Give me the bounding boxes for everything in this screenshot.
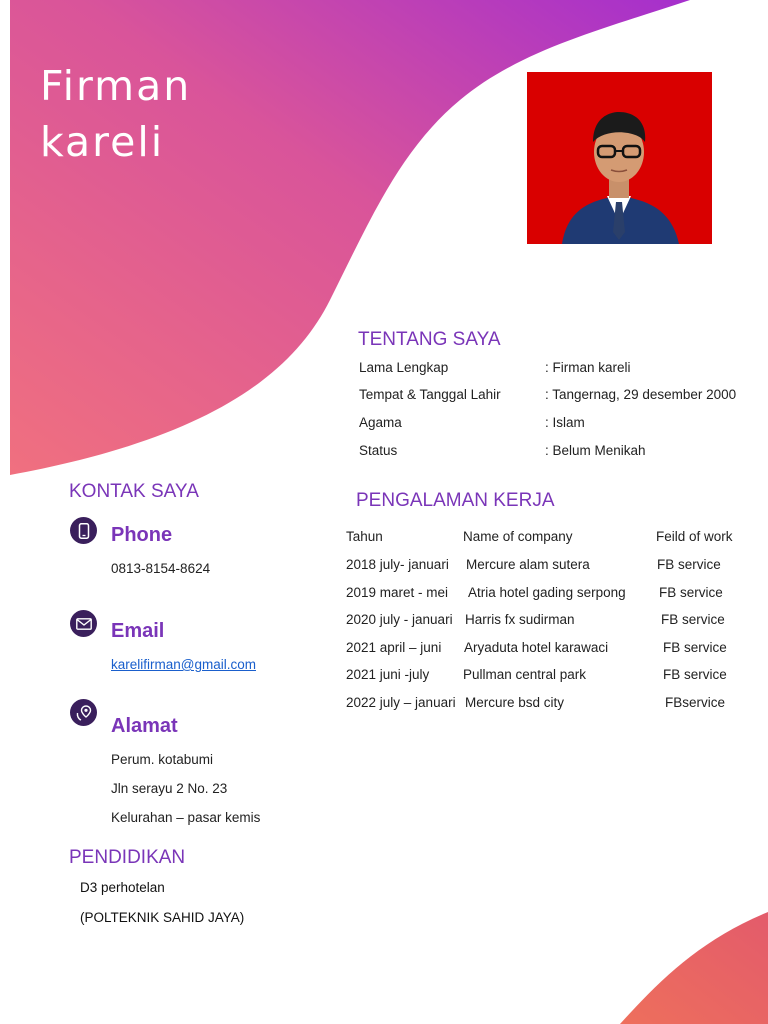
envelope-icon	[70, 610, 97, 637]
header-company: Name of company	[463, 529, 573, 544]
experience-row	[346, 585, 756, 603]
exp-year: 2022 july – januari	[346, 695, 456, 710]
first-name: Firman	[40, 62, 192, 110]
education-line: (POLTEKNIK SAHID JAYA)	[80, 910, 245, 925]
about-value: : Islam	[545, 415, 585, 430]
email-address[interactable]	[111, 657, 256, 672]
exp-company: Mercure alam sutera	[466, 557, 590, 572]
exp-company: Aryaduta hotel karawaci	[464, 640, 609, 655]
exp-field: FB service	[663, 667, 727, 682]
exp-company: Harris fx sudirman	[465, 612, 575, 627]
experience-header-row	[346, 529, 756, 547]
experience-row	[346, 612, 756, 630]
experience-row	[346, 640, 756, 658]
address-line: Jln serayu 2 No. 23	[111, 781, 228, 796]
about-key: Tempat & Tanggal Lahir	[359, 387, 501, 402]
exp-company: Pullman central park	[463, 667, 587, 682]
exp-company: Atria hotel gading serpong	[468, 585, 626, 600]
exp-year: 2019 maret - mei	[346, 585, 449, 600]
exp-field: FB service	[659, 585, 723, 600]
exp-field: FBservice	[665, 695, 726, 710]
about-key: Lama Lengkap	[359, 360, 449, 375]
about-key: Agama	[359, 415, 402, 430]
experience-row	[346, 667, 756, 685]
experience-title: PENGALAMAN KERJA	[356, 490, 555, 511]
exp-company: Mercure bsd city	[465, 695, 565, 710]
address-label: Alamat	[111, 715, 178, 737]
exp-field: FB service	[661, 612, 725, 627]
email-link[interactable]: karelifirman@gmail.com	[111, 657, 256, 672]
about-value: : Tangernag, 29 desember 2000	[545, 387, 737, 402]
address-line: Perum. kotabumi	[111, 752, 214, 767]
phone-label: Phone	[111, 524, 173, 546]
header-year: Tahun	[346, 529, 383, 544]
email-label: Email	[111, 620, 165, 642]
exp-year: 2020 july - januari	[346, 612, 453, 627]
phone-icon	[70, 517, 97, 544]
education-line: D3 perhotelan	[80, 880, 165, 895]
full-name	[40, 58, 191, 170]
about-title: TENTANG SAYA	[358, 329, 501, 350]
location-pin-icon	[70, 699, 97, 726]
phone-number: 0813-8154-8624	[111, 561, 211, 576]
exp-field: FB service	[657, 557, 721, 572]
last-name: kareli	[40, 118, 165, 166]
profile-photo	[527, 72, 712, 244]
exp-field: FB service	[663, 640, 727, 655]
address-line: Kelurahan – pasar kemis	[111, 810, 261, 825]
header-field: Feild of work	[656, 529, 733, 544]
education-title: PENDIDIKAN	[69, 847, 186, 868]
about-value: : Belum Menikah	[545, 443, 646, 458]
about-value: : Firman kareli	[545, 360, 631, 375]
experience-row	[346, 557, 756, 575]
experience-row	[346, 695, 756, 713]
exp-year: 2021 juni -july	[346, 667, 430, 682]
exp-year: 2021 april – juni	[346, 640, 442, 655]
about-key: Status	[359, 443, 398, 458]
exp-year: 2018 july- januari	[346, 557, 449, 572]
contact-title: KONTAK SAYA	[69, 481, 199, 502]
